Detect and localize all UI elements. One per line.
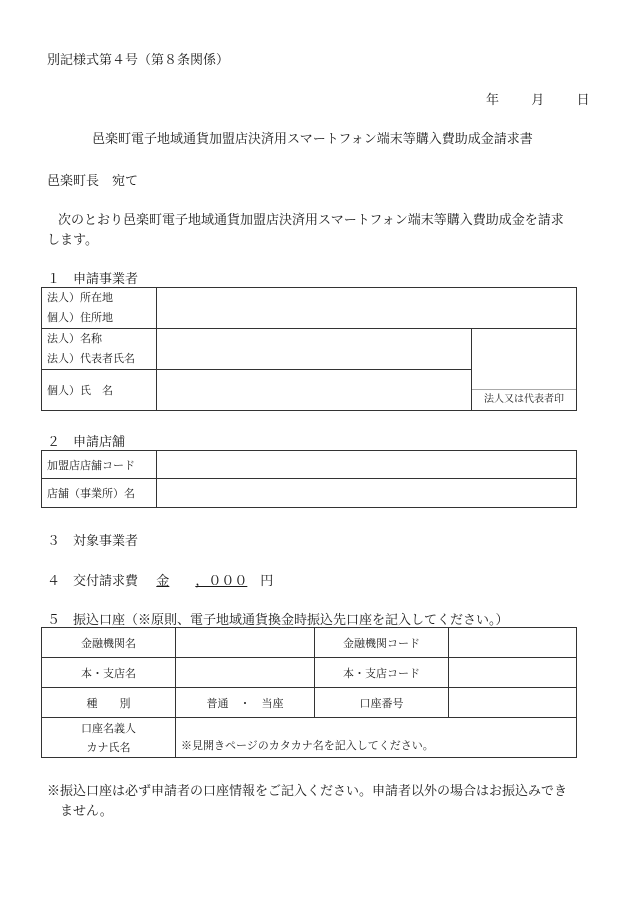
intro-line-2: します。 [47, 233, 98, 248]
amount-heading: ４ 交付請求費 [47, 574, 139, 589]
section-applicant-heading: １ 申請事業者 [47, 272, 139, 287]
corp-name-label-cell [42, 329, 157, 370]
section-store-heading: ２ 申請店舗 [47, 435, 126, 450]
corp-rep-label: 法人）代表者氏名 [47, 352, 135, 365]
addressee: 邑楽町長 宛て [47, 174, 139, 189]
address-label-cell [42, 288, 157, 329]
account-type-label: 種 別 [42, 688, 176, 718]
account-number-label: 口座番号 [315, 688, 449, 718]
bank-name-label: 金融機関名 [42, 628, 176, 658]
amount-value: ，０００ [195, 574, 248, 589]
bank-table [41, 627, 577, 758]
section-bank-heading: ５ 振込口座（※原則、電子地域通貨換金時振込先口座を記入してください。） [47, 613, 509, 628]
store-code-input[interactable] [157, 451, 577, 479]
address-input[interactable] [157, 288, 577, 329]
section-target-heading: ３ 対象事業者 [47, 534, 139, 549]
section-amount [47, 570, 273, 589]
indiv-name-label: 個人）氏 名 [42, 370, 157, 411]
holder-label-cell [42, 718, 176, 758]
footnote-line-1: ※振込口座は必ず申請者の口座情報をご記入ください。申請者以外の場合はお振込みでき [47, 784, 568, 799]
date-day: 日 [576, 93, 590, 108]
branch-name-label: 本・支店名 [42, 658, 176, 688]
date-month: 月 [531, 93, 545, 108]
holder-label-1: 口座名義人 [81, 721, 136, 735]
date-line [486, 89, 590, 108]
amount-field[interactable] [156, 570, 260, 589]
store-name-label: 店舗（事業所）名 [42, 479, 157, 508]
corp-name-input[interactable] [157, 329, 472, 370]
seal-box[interactable] [472, 329, 577, 411]
account-type-options[interactable]: 普通 ・ 当座 [176, 688, 315, 718]
date-year: 年 [486, 93, 500, 108]
branch-code-input[interactable] [449, 658, 577, 688]
document-title: 邑楽町電子地域通貨加盟店決済用スマートフォン端末等購入費助成金請求書 [92, 132, 533, 147]
holder-label-2: カナ氏名 [86, 740, 131, 754]
bank-code-label: 金融機関コード [315, 628, 449, 658]
indiv-address-label: 個人）住所地 [47, 311, 113, 324]
footnote-line-2: ません。 [60, 804, 113, 819]
intro-line-1: 次のとおり邑楽町電子地域通貨加盟店決済用スマートフォン端末等購入費助成金を請求 [58, 213, 564, 228]
indiv-name-input[interactable] [157, 370, 472, 411]
store-code-label: 加盟店店舗コード [42, 451, 157, 479]
account-number-input[interactable] [449, 688, 577, 718]
store-table [41, 450, 577, 508]
store-name-input[interactable] [157, 479, 577, 508]
corp-address-label: 法人）所在地 [47, 291, 113, 304]
bank-name-input[interactable] [176, 628, 315, 658]
amount-unit: 円 [260, 574, 274, 589]
holder-input[interactable] [176, 718, 577, 758]
amount-prefix: 金 [156, 574, 170, 589]
holder-note: ※見開きページのカタカナ名を記入してください。 [181, 739, 434, 752]
bank-code-input[interactable] [449, 628, 577, 658]
corp-name-label: 法人）名称 [47, 332, 102, 345]
branch-name-input[interactable] [176, 658, 315, 688]
form-reference: 別記様式第４号（第８条関係） [47, 53, 230, 68]
seal-label: 法人又は代表者印 [472, 389, 576, 410]
applicant-table [41, 287, 577, 411]
branch-code-label: 本・支店コード [315, 658, 449, 688]
